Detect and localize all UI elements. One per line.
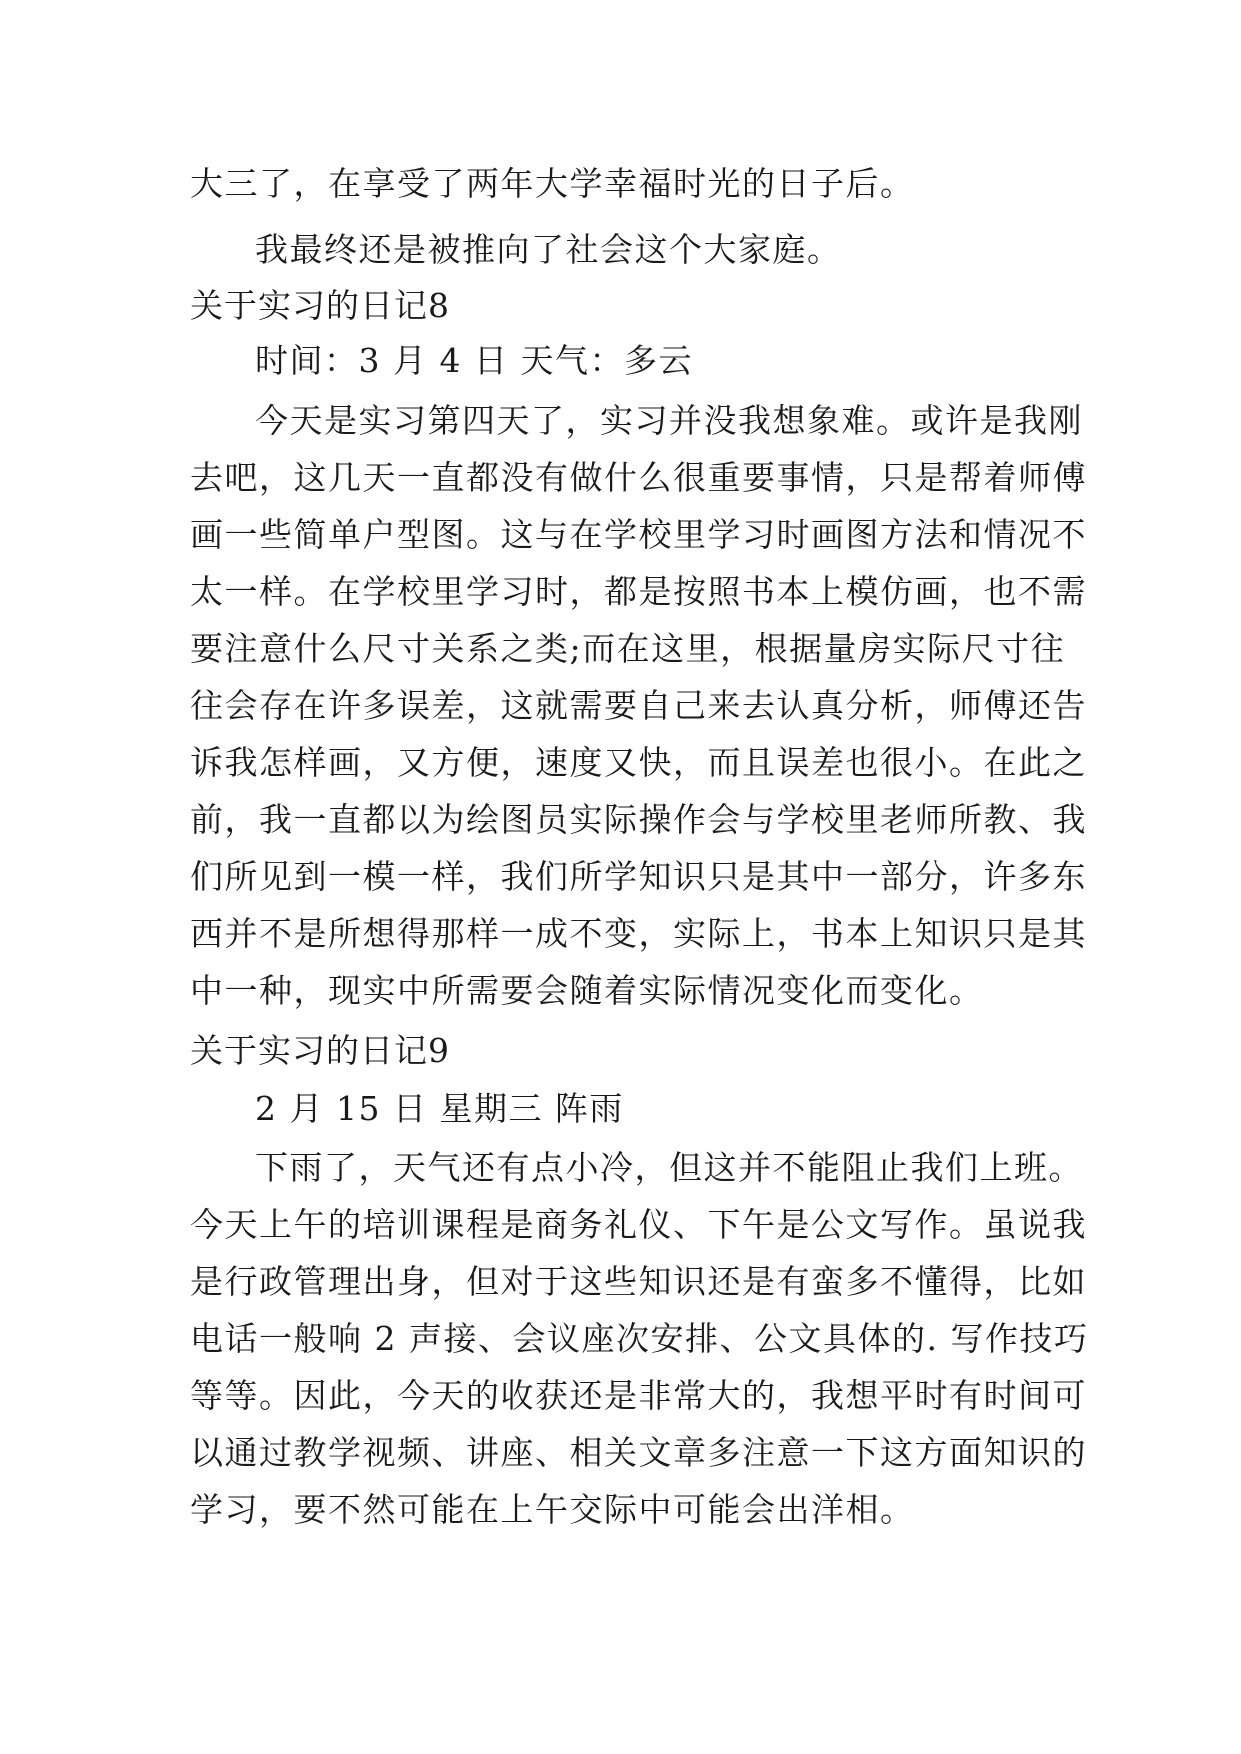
- entry-8-line: 要注意什么尺寸关系之类;而在这里，根据量房实际尺寸往: [190, 629, 1066, 668]
- intro-line-2: 我最终还是被推向了社会这个大家庭。: [255, 230, 842, 269]
- entry-8-heading: 关于实习的日记8: [190, 286, 450, 325]
- entry-9-heading: 关于实习的日记9: [190, 1031, 450, 1070]
- intro-line-1: 大三了，在享受了两年大学幸福时光的日子后。: [190, 164, 915, 203]
- entry-8-line: 今天是实习第四天了，实习并没我想象难。或许是我刚: [255, 401, 1083, 440]
- entry-8-line: 前，我一直都以为绘图员实际操作会与学校里老师所教、我: [190, 800, 1087, 839]
- entry-8-line: 诉我怎样画，又方便，速度又快，而且误差也很小。在此之: [190, 743, 1087, 782]
- entry-8-line: 西并不是所想得那样一成不变，实际上，书本上知识只是其: [190, 914, 1087, 953]
- entry-8-line: 们所见到一模一样，我们所学知识只是其中一部分，许多东: [190, 857, 1087, 896]
- entry-9-line: 今天上午的培训课程是商务礼仪、下午是公文写作。虽说我: [190, 1205, 1087, 1244]
- entry-8-meta: 时间：3 月 4 日 天气：多云: [255, 341, 693, 380]
- entry-9-line: 是行政管理出身，但对于这些知识还是有蛮多不懂得，比如: [190, 1262, 1087, 1301]
- entry-8-line: 中一种，现实中所需要会随着实际情况变化而变化。: [190, 971, 984, 1010]
- entry-9-line: 电话一般响 2 声接、会议座次安排、公文具体的. 写作技巧: [190, 1319, 1089, 1358]
- entry-9-meta: 2 月 15 日 星期三 阵雨: [255, 1089, 624, 1128]
- entry-8-line: 往会存在许多误差，这就需要自己来去认真分析，师傅还告: [190, 686, 1087, 725]
- entry-8-line: 去吧，这几天一直都没有做什么很重要事情，只是帮着师傅: [190, 458, 1087, 497]
- entry-9-line: 下雨了，天气还有点小冷，但这并不能阻止我们上班。: [255, 1148, 1083, 1187]
- entry-8-line: 画一些简单户型图。这与在学校里学习时画图方法和情况不: [190, 515, 1087, 554]
- entry-8-line: 太一样。在学校里学习时，都是按照书本上模仿画，也不需: [190, 572, 1087, 611]
- entry-9-line: 以通过教学视频、讲座、相关文章多注意一下这方面知识的: [190, 1433, 1087, 1472]
- entry-9-line: 学习，要不然可能在上午交际中可能会出洋相。: [190, 1490, 915, 1529]
- entry-9-line: 等等。因此，今天的收获还是非常大的，我想平时有时间可: [190, 1376, 1087, 1415]
